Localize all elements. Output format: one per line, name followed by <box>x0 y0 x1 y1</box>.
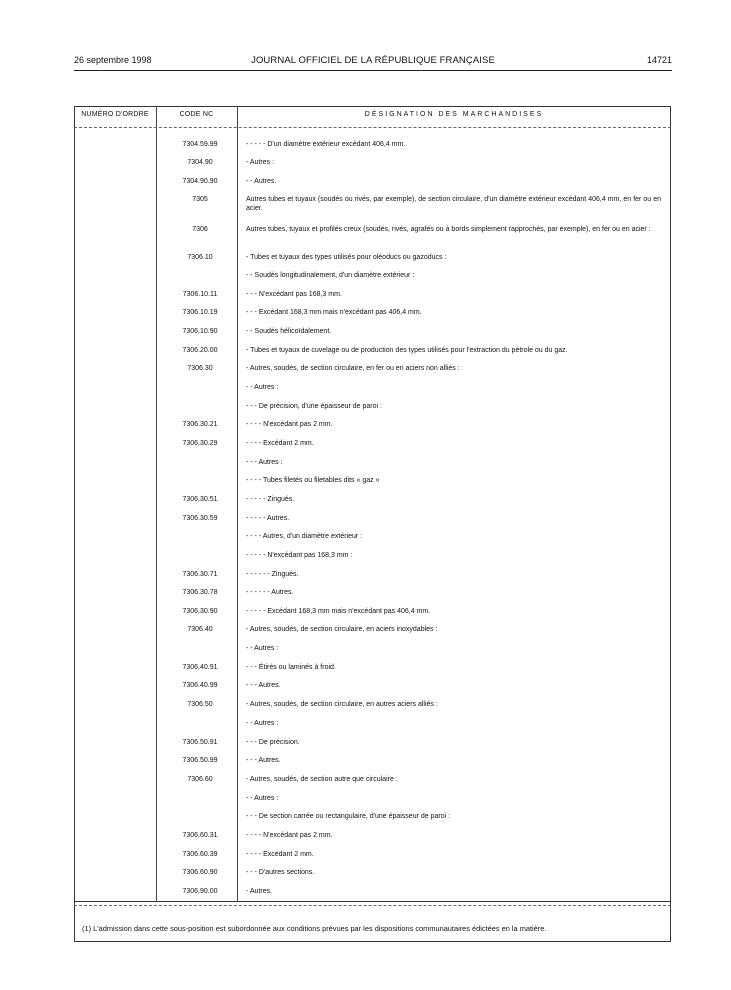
goods-designation: - - Autres : <box>246 384 279 391</box>
goods-designation: - - - - - - Autres. <box>246 589 294 596</box>
goods-designation: - - - Autres : <box>246 459 283 466</box>
goods-designation: - Autres, soudés, de section circulaire, en fer ou en aciers non alliés : <box>246 365 460 372</box>
goods-designation: - Autres, soudés, de section circulaire, en aciers inoxydables : <box>246 626 438 633</box>
goods-designation: - Autres : <box>246 159 275 166</box>
goods-designation: - - - Autres. <box>246 682 281 689</box>
nc-code: 7306.20.00 <box>182 347 218 354</box>
nc-code: 7306.10.11 <box>182 291 218 298</box>
page-number: 14721 <box>646 55 672 65</box>
goods-designation: - - - - N'excédant pas 2 mm. <box>246 832 333 839</box>
nc-code: 7306.90.00 <box>182 888 218 895</box>
goods-designation: - Tubes et tuyaux de cuvelage ou de production des types utilisés pour l'extraction du pétrole ou du gaz. <box>246 347 568 354</box>
nc-code: 7305 <box>192 196 208 203</box>
nc-code: 7306.30.59 <box>182 515 218 522</box>
goods-designation: - Autres. <box>246 888 273 895</box>
goods-designation: - - - - - Excédant 168,3 mm mais n'excédant pas 406,4 mm. <box>246 608 431 615</box>
footnote: (1) L'admission dans cette sous-position est subordonnée aux conditions prévues par les dispositions communautaires édictées en la matière. <box>82 924 547 933</box>
header-date: 26 septembre 1998 <box>74 55 152 65</box>
goods-designation: - - Autres. <box>246 178 277 185</box>
goods-designation: - - Autres : <box>246 720 279 727</box>
nc-code: 7306.60 <box>187 776 213 783</box>
nc-code: 7306.10 <box>187 254 213 261</box>
goods-designation: - - - - Autres, d'un diamètre extérieur : <box>246 533 363 540</box>
goods-designation: - - - - Excédant 2 mm. <box>246 851 314 858</box>
nc-code: 7306.10.19 <box>182 309 218 316</box>
goods-designation: - - - Autres. <box>246 757 281 764</box>
nc-code: 7304.59.99 <box>182 141 218 148</box>
journal-title: JOURNAL OFFICIEL DE LA RÉPUBLIQUE FRANÇAISE <box>251 55 495 66</box>
nc-code: 7306.30.21 <box>182 421 218 428</box>
header-rule <box>74 70 672 71</box>
goods-designation: - - - - Excédant 2 mm. <box>246 440 314 447</box>
nc-code: 7306.50.91 <box>182 739 218 746</box>
goods-designation: - - - - - Zingués. <box>246 496 295 503</box>
nc-code: 7306 <box>192 226 208 233</box>
nc-code: 7306.40 <box>187 626 213 633</box>
goods-designation: - - - De précision, d'une épaisseur de paroi : <box>246 403 382 410</box>
goods-designation: Autres tubes, tuyaux et profilés creux (soudés, rivés, agrafés ou à bords simplement rapprochés, par exemple), en fer ou en acier : <box>246 226 651 233</box>
goods-designation: - - - Excédant 168,3 mm mais n'excédant pas 406,4 mm. <box>246 309 422 316</box>
nc-code: 7306.60.39 <box>182 851 218 858</box>
nc-code: 7304.90 <box>187 159 213 166</box>
footnote-box <box>74 902 671 942</box>
goods-designation: - Autres, soudés, de section autre que circulaire : <box>246 776 398 783</box>
goods-designation: - - Autres : <box>246 795 279 802</box>
nc-code: 7306.30.78 <box>182 589 218 596</box>
goods-designation: - - - De précision. <box>246 739 300 746</box>
nc-code: 7306.10.90 <box>182 328 218 335</box>
footnote-separator <box>74 905 671 906</box>
column-header-order: NUMÉRO D'ORDRE <box>81 111 149 118</box>
goods-designation: - - - N'excédant pas 168,3 mm. <box>246 291 342 298</box>
column-header-code: CODE NC <box>179 111 214 118</box>
column-header-designation: DÉSIGNATION DES MARCHANDISES <box>364 111 544 118</box>
goods-designation: - - Autres : <box>246 645 279 652</box>
nc-code: 7306.30.90 <box>182 608 218 615</box>
nc-code: 7306.40.99 <box>182 682 218 689</box>
nc-code: 7306.30.51 <box>182 496 218 503</box>
page-header <box>74 55 672 71</box>
nc-code: 7306.40.91 <box>182 664 218 671</box>
goods-designation: - - - - N'excédant pas 2 mm. <box>246 421 333 428</box>
goods-designation: - Autres, soudés, de section circulaire, en autres aciers alliés : <box>246 701 438 708</box>
nc-code: 7306.60.90 <box>182 869 218 876</box>
nc-code: 7306.30.29 <box>182 440 218 447</box>
nc-code: 7306.50.99 <box>182 757 218 764</box>
goods-designation: - - - - - Autres. <box>246 515 290 522</box>
goods-designation: - - Soudés hélicoïdalement. <box>246 328 332 335</box>
goods-designation: - - - De section carrée ou rectangulaire, d'une épaisseur de paroi : <box>246 813 451 820</box>
goods-designation: - - - - - N'excédant pas 168,3 mm : <box>246 552 353 559</box>
goods-designation: - Tubes et tuyaux des types utilisés pour oléoducs ou gazoducs : <box>246 254 447 261</box>
goods-designation: - - - - Tubes filetés ou filetables dits « gaz » <box>246 477 380 484</box>
goods-designation: - - - D'autres sections. <box>246 869 315 876</box>
goods-designation: - - - - - D'un diamètre extérieur excédant 406,4 mm. <box>246 141 406 148</box>
nc-code: 7306.60.31 <box>182 832 218 839</box>
goods-designation: - - - Étirés ou laminés à froid. <box>246 664 336 671</box>
nc-code: 7304.90.90 <box>182 178 218 185</box>
header-separator <box>74 127 671 128</box>
nc-code: 7306.30 <box>187 365 213 372</box>
nc-code: 7306.30.71 <box>182 571 218 578</box>
nc-code: 7306.50 <box>187 701 213 708</box>
goods-designation: Autres tubes et tuyaux (soudés ou rivés, par exemple), de section circulaire, d'un diamètre extérieur excédant 406,4 mm, en fer ou en acier. <box>246 196 661 212</box>
goods-designation: - - - - - - Zingués. <box>246 571 299 578</box>
goods-designation: - - Soudés longitudinalement, d'un diamètre extérieur : <box>246 272 415 279</box>
